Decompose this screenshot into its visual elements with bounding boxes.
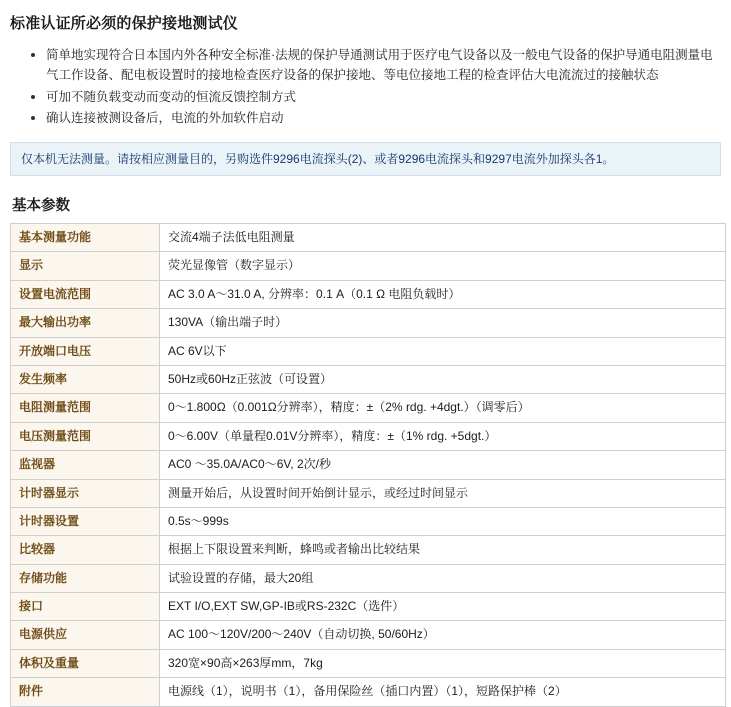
spec-name: 电压测量范围	[11, 422, 160, 450]
table-row	[11, 507, 726, 535]
table-row	[11, 451, 726, 479]
table-row	[11, 280, 726, 308]
spec-name: 比较器	[11, 536, 160, 564]
spec-value: 测量开始后，从设置时间开始倒计显示，或经过时间显示	[160, 479, 726, 507]
spec-value: 50Hz或60Hz正弦波（可设置）	[160, 365, 726, 393]
spec-name: 电阻测量范围	[11, 394, 160, 422]
spec-name: 最大输出功率	[11, 309, 160, 337]
spec-name: 存储功能	[11, 564, 160, 592]
list-item: 确认连接被测设备后，电流的外加软件启动	[44, 108, 723, 128]
table-row	[11, 337, 726, 365]
spec-value: 根据上下限设置来判断，蜂鸣或者输出比较结果	[160, 536, 726, 564]
spec-value: 0～1.800Ω（0.001Ω分辨率），精度：±（2% rdg. +4dgt.）（调零后）	[160, 394, 726, 422]
spec-name: 设置电流范围	[11, 280, 160, 308]
table-row	[11, 593, 726, 621]
page-title: 标准认证所必须的保护接地测试仪	[10, 15, 239, 32]
spec-name: 基本测量功能	[11, 224, 160, 252]
list-item: 可加不随负载变动而变动的恒流反馈控制方式	[44, 87, 723, 107]
table-row	[11, 422, 726, 450]
list-item: 简单地实现符合日本国内外各种安全标准·法规的保护导通测试用于医疗电气设备以及一般电气设备的保护导通电阻测量电气工作设备、配电板设置时的接地检查医疗设备的保护接地、等电位接地工程的检查评估大电流流过的接触状态	[44, 45, 723, 86]
spec-value: 荧光显像管（数字显示）	[160, 252, 726, 280]
table-row	[11, 479, 726, 507]
spec-name: 计时器设置	[11, 507, 160, 535]
spec-value: EXT I/O,EXT SW,GP-IB或RS-232C（选件）	[160, 593, 726, 621]
spec-name: 电源供应	[11, 621, 160, 649]
spec-name: 显示	[11, 252, 160, 280]
spec-value: 320宽×90高×263厚mm，7kg	[160, 649, 726, 677]
table-row	[11, 649, 726, 677]
spec-value: 交流4端子法低电阻测量	[160, 224, 726, 252]
spec-value: AC 6V以下	[160, 337, 726, 365]
spec-name: 监视器	[11, 451, 160, 479]
spec-name: 发生频率	[11, 365, 160, 393]
spec-value: AC0 ～35.0A/AC0～6V, 2次/秒	[160, 451, 726, 479]
spec-name: 接口	[11, 593, 160, 621]
table-row	[11, 678, 726, 706]
spec-value: 试验设置的存储，最大20组	[160, 564, 726, 592]
feature-list	[8, 45, 723, 128]
spec-value: 130VA（输出端子时）	[160, 309, 726, 337]
table-row	[11, 224, 726, 252]
table-row	[11, 564, 726, 592]
spec-value: 0～6.00V（单量程0.01V分辨率），精度：±（1% rdg. +5dgt.）	[160, 422, 726, 450]
section-heading-basic-parameters: 基本参数	[12, 198, 70, 214]
table-row	[11, 394, 726, 422]
spec-value: 0.5s～999s	[160, 507, 726, 535]
spec-name: 开放端口电压	[11, 337, 160, 365]
table-row	[11, 536, 726, 564]
notice-banner: 仅本机无法测量。请按相应测量目的，另购选件9296电流探头(2)、或者9296电流探头和9297电流外加探头各1。	[10, 142, 721, 176]
spec-name: 计时器显示	[11, 479, 160, 507]
table-row	[11, 365, 726, 393]
spec-name: 附件	[11, 678, 160, 706]
specifications-table	[10, 223, 726, 707]
table-row	[11, 309, 726, 337]
spec-name: 体积及重量	[11, 649, 160, 677]
spec-value: AC 100～120V/200～240V（自动切换, 50/60Hz）	[160, 621, 726, 649]
spec-value: 电源线（1），说明书（1），备用保险丝（插口内置）（1），短路保护棒（2）	[160, 678, 726, 706]
table-row	[11, 621, 726, 649]
table-row	[11, 252, 726, 280]
spec-value: AC 3.0 A～31.0 A, 分辨率：0.1 A（0.1 Ω 电阻负载时）	[160, 280, 726, 308]
